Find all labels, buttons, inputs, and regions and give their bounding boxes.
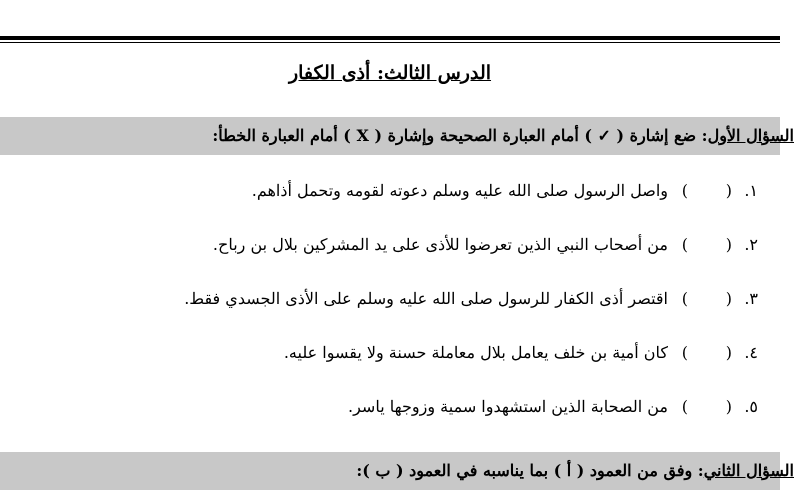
top-border-thick: [0, 36, 780, 40]
list-item: [0, 338, 780, 368]
answer-box-close[interactable]: ): [681, 343, 688, 362]
list-item: [0, 176, 780, 206]
item-text: كان أمية بن خلف يعامل بلال معاملة حسنة ولا يقسوا عليه.: [283, 343, 668, 362]
item-number: ٤.: [744, 343, 758, 362]
answer-box-close[interactable]: ): [681, 181, 688, 200]
answer-box-open[interactable]: (: [725, 343, 732, 362]
answer-box-open[interactable]: (: [725, 289, 732, 308]
answer-box-open[interactable]: (: [725, 235, 732, 254]
list-item: [0, 284, 780, 314]
question-2-header: [0, 452, 794, 490]
question-2-instruction: : وفق من العمود ( أ ) بما يناسبه في العمود ( ب ):: [356, 461, 704, 480]
question-1-label: السؤال الأول: [707, 126, 794, 145]
top-border-thin: [0, 42, 780, 43]
item-text: من الصحابة الذين استشهدوا سمية وزوجها ياسر.: [348, 397, 668, 416]
item-text: واصل الرسول صلى الله عليه وسلم دعوته لقومه وتحمل أذاهم.: [251, 181, 668, 200]
question-1-instruction: : ضع إشارة ( ✓ ) أمام العبارة الصحيحة وإشارة ( X ) أمام العبارة الخطأ:: [212, 126, 708, 145]
item-number: ٣.: [744, 289, 758, 308]
lesson-title: الدرس الثالث: أذى الكفار: [288, 62, 492, 84]
item-text: من أصحاب النبي الذين تعرضوا للأذى على يد المشركين بلال بن رباح.: [212, 235, 668, 254]
answer-box-open[interactable]: (: [725, 397, 732, 416]
list-item: [0, 392, 780, 422]
question-1-header: [0, 117, 794, 155]
answer-box-close[interactable]: ): [681, 235, 688, 254]
item-number: ٢.: [744, 235, 758, 254]
item-number: ٥.: [744, 397, 758, 416]
item-text: اقتصر أذى الكفار للرسول صلى الله عليه وسلم على الأذى الجسدي فقط.: [184, 289, 668, 308]
answer-box-open[interactable]: (: [725, 181, 732, 200]
answer-box-close[interactable]: ): [681, 397, 688, 416]
answer-box-close[interactable]: ): [681, 289, 688, 308]
question-2-label: السؤال الثاني: [703, 461, 794, 480]
item-number: ١.: [744, 181, 758, 200]
list-item: [0, 230, 780, 260]
